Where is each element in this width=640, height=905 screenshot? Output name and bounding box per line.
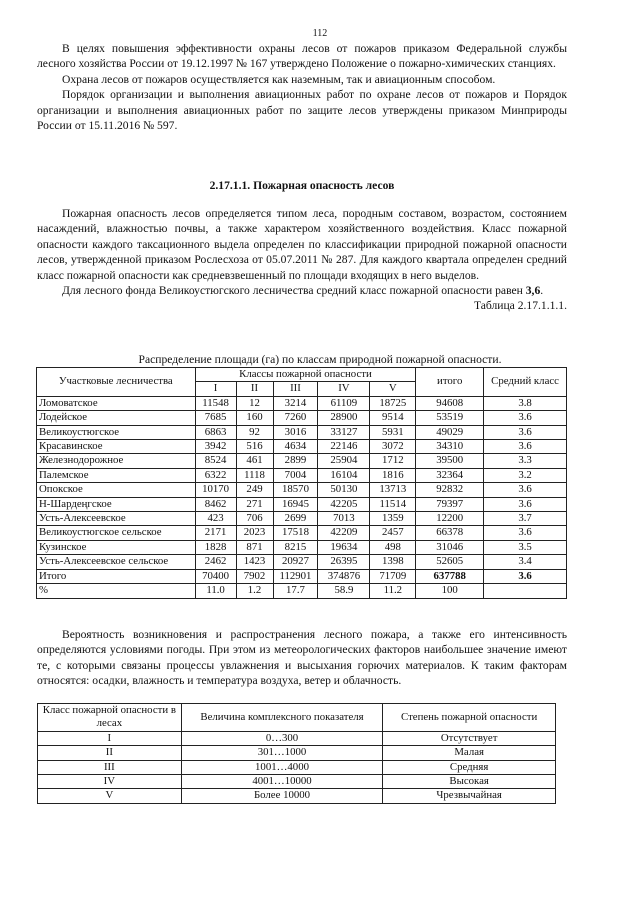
class-area: 25904 [318, 454, 370, 468]
row-avg-class: 3.6 [484, 526, 567, 540]
class-area: 10170 [195, 483, 236, 497]
district-name: Лодейское [37, 411, 196, 425]
class-area: 13713 [370, 483, 416, 497]
avg-value: 3,6 [525, 284, 541, 298]
class-area: 1359 [370, 512, 416, 526]
row-total: 100 [416, 584, 484, 598]
district-name: Великоустюгское [37, 425, 196, 439]
class-area: 423 [195, 512, 236, 526]
row-avg-class: 3.7 [484, 512, 567, 526]
class-area: 19634 [318, 540, 370, 554]
cell-index: 0…300 [181, 731, 383, 745]
class-area: 498 [370, 540, 416, 554]
class-area: 18570 [273, 483, 318, 497]
row-avg-class: 3.6 [484, 425, 567, 439]
class-area: 1712 [370, 454, 416, 468]
class-area: 871 [236, 540, 273, 554]
header-class: Класс пожарной опасности в лесах [38, 704, 182, 732]
row-total: 79397 [416, 497, 484, 511]
class-area: 3214 [273, 396, 318, 410]
class-area: 5931 [370, 425, 416, 439]
table-row [37, 497, 567, 511]
table-row [37, 468, 567, 482]
class-area: 7013 [318, 512, 370, 526]
class-area: 61109 [318, 396, 370, 410]
class-area: 11548 [195, 396, 236, 410]
header-classes: Классы пожарной опасности [195, 368, 416, 382]
district-name: Палемское [37, 468, 196, 482]
class-area: 2023 [236, 526, 273, 540]
row-avg-class: 3.6 [484, 497, 567, 511]
class-area: 26395 [318, 555, 370, 569]
class-area: 17518 [273, 526, 318, 540]
table-percent-row [37, 584, 567, 598]
class-area: 7902 [236, 569, 273, 583]
district-name: % [37, 584, 196, 598]
row-total: 53519 [416, 411, 484, 425]
class-area: 8524 [195, 454, 236, 468]
class-area: 58.9 [318, 584, 370, 598]
table-row [37, 425, 567, 439]
row-total: 66378 [416, 526, 484, 540]
header-class: II [236, 382, 273, 396]
class-area: 1.2 [236, 584, 273, 598]
cell-index: 4001…10000 [181, 775, 383, 789]
paragraph: Пожарная опасность лесов определяется типом леса, породным составом, возрастом, состоянием насаждений, влажностью почвы, а также характером хозяйственного воздействия. Класс пожарной опасности каждого таксационного выдела определен по классификации природной пожарной опасности лесов, утвержденной приказом Рослесхоза от 05.07.2011 № 287. Для каждого квартала определен средний класс пожарной опасности как средневзвешенный по площади входящих в него выделов. [37, 207, 567, 282]
class-area: 2462 [195, 555, 236, 569]
row-total: 31046 [416, 540, 484, 554]
table-row [37, 411, 567, 425]
paragraph: Порядок организации и выполнения авиационных работ по охране лесов от пожаров и Порядок организации и выполнения авиационных работ по защите лесов утверждены приказом Минприроды России от 15.11.2016 № 597. [37, 88, 567, 133]
row-avg-class: 3.8 [484, 396, 567, 410]
district-name: Красавинское [37, 440, 196, 454]
table-row [37, 526, 567, 540]
cell-class: II [38, 746, 182, 760]
class-area: 42205 [318, 497, 370, 511]
table-row [38, 731, 556, 745]
row-avg-class: 3.2 [484, 468, 567, 482]
class-area: 6322 [195, 468, 236, 482]
table-row [37, 440, 567, 454]
district-name: Кузинское [37, 540, 196, 554]
class-area: 2171 [195, 526, 236, 540]
row-avg-class: 3.6 [484, 411, 567, 425]
cell-degree: Высокая [383, 775, 556, 789]
cell-degree: Средняя [383, 760, 556, 774]
weather-text [37, 627, 567, 689]
row-total: 32364 [416, 468, 484, 482]
row-avg-class: 3.6 [484, 569, 567, 583]
table-row [37, 483, 567, 497]
class-area: 7004 [273, 468, 318, 482]
intro-text [37, 41, 567, 133]
row-total: 637788 [416, 569, 484, 583]
header-class: V [370, 382, 416, 396]
cell-degree: Малая [383, 746, 556, 760]
table-row [37, 396, 567, 410]
class-area: 28900 [318, 411, 370, 425]
class-area: 22146 [318, 440, 370, 454]
avg-paragraph: Для лесного фонда Великоустюгского лесничества средний класс пожарной опасности равен 3,6. [62, 284, 544, 298]
paragraph: Вероятность возникновения и распространения лесного пожара, а также его интенсивность определяются условиями погоды. При этом из метеорологических факторов наибольшее значение имеют те, с которыми связаны процессы увлажнения и высыхания горючих материалов. К таким факторам относятся: осадки, влажность и температура воздуха, ветер и облачность. [37, 628, 567, 688]
class-area: 33127 [318, 425, 370, 439]
class-area: 1816 [370, 468, 416, 482]
cell-index: 1001…4000 [181, 760, 383, 774]
row-avg-class: 3.6 [484, 483, 567, 497]
class-area: 18725 [370, 396, 416, 410]
cell-class: V [38, 789, 182, 803]
class-area: 8462 [195, 497, 236, 511]
header-class: I [195, 382, 236, 396]
table-row [38, 746, 556, 760]
row-avg-class [484, 584, 567, 598]
cell-index: Более 10000 [181, 789, 383, 803]
table-total-row [37, 569, 567, 583]
row-total: 49029 [416, 425, 484, 439]
district-name: Н-Шардеңгское [37, 497, 196, 511]
district-name: Железнодорожное [37, 454, 196, 468]
table-row [37, 555, 567, 569]
row-total: 92832 [416, 483, 484, 497]
cell-class: IV [38, 775, 182, 789]
table-row [37, 454, 567, 468]
class-area: 71709 [370, 569, 416, 583]
table-row [38, 775, 556, 789]
class-area: 1423 [236, 555, 273, 569]
class-area: 160 [236, 411, 273, 425]
header-index: Величина комплексного показателя [181, 704, 383, 732]
district-name: Опокское [37, 483, 196, 497]
class-area: 112901 [273, 569, 318, 583]
row-total: 34310 [416, 440, 484, 454]
class-area: 20927 [273, 555, 318, 569]
class-area: 4634 [273, 440, 318, 454]
header-total: итого [416, 368, 484, 397]
class-area: 1118 [236, 468, 273, 482]
row-total: 12200 [416, 512, 484, 526]
class-area: 16945 [273, 497, 318, 511]
class-area: 3942 [195, 440, 236, 454]
row-avg-class: 3.3 [484, 454, 567, 468]
class-area: 706 [236, 512, 273, 526]
district-name: Усть-Алексеевское [37, 512, 196, 526]
district-name: Итого [37, 569, 196, 583]
header-class: IV [318, 382, 370, 396]
class-area: 17.7 [273, 584, 318, 598]
fire-class-table [36, 367, 567, 599]
cell-class: III [38, 760, 182, 774]
section-heading: 2.17.1.1. Пожарная опасность лесов [209, 179, 395, 192]
class-area: 2457 [370, 526, 416, 540]
table-row [37, 540, 567, 554]
class-area: 6863 [195, 425, 236, 439]
cell-index: 301…1000 [181, 746, 383, 760]
class-area: 3072 [370, 440, 416, 454]
row-avg-class: 3.6 [484, 440, 567, 454]
district-name: Ломоватское [37, 396, 196, 410]
cell-degree: Чрезвычайная [383, 789, 556, 803]
header-avg: Средний класс [484, 368, 567, 397]
paragraph: В целях повышения эффективности охраны лесов от пожаров приказом Федеральной службы лесного хозяйства России от 19.12.1997 № 167 утверждено Положение о пожарно-химических станциях. [37, 42, 567, 71]
class-area: 2699 [273, 512, 318, 526]
row-total: 94608 [416, 396, 484, 410]
class-area: 8215 [273, 540, 318, 554]
class-area: 271 [236, 497, 273, 511]
table-row [38, 760, 556, 774]
paragraph: Охрана лесов от пожаров осуществляется как наземным, так и авиационным способом. [62, 72, 496, 86]
class-area: 516 [236, 440, 273, 454]
table-number: Таблица 2.17.1.1.1. [473, 299, 567, 313]
cell-class: I [38, 731, 182, 745]
district-name: Усть-Алексеевское сельское [37, 555, 196, 569]
class-area: 12 [236, 396, 273, 410]
class-area: 461 [236, 454, 273, 468]
class-area: 9514 [370, 411, 416, 425]
district-name: Великоустюгское сельское [37, 526, 196, 540]
fire-danger-scale-table [37, 703, 556, 804]
header-class: III [273, 382, 318, 396]
class-area: 374876 [318, 569, 370, 583]
class-area: 1828 [195, 540, 236, 554]
row-total: 39500 [416, 454, 484, 468]
table-caption: Распределение площади (га) по классам природной пожарной опасности. [138, 353, 502, 366]
class-area: 7685 [195, 411, 236, 425]
row-avg-class: 3.5 [484, 540, 567, 554]
class-area: 249 [236, 483, 273, 497]
table-row [37, 512, 567, 526]
class-area: 42209 [318, 526, 370, 540]
class-area: 50130 [318, 483, 370, 497]
header-degree: Степень пожарной опасности [383, 704, 556, 732]
class-area: 2899 [273, 454, 318, 468]
header-district: Участковые лесничества [37, 368, 196, 397]
class-area: 3016 [273, 425, 318, 439]
class-area: 92 [236, 425, 273, 439]
class-area: 70400 [195, 569, 236, 583]
class-area: 16104 [318, 468, 370, 482]
table-row [38, 789, 556, 803]
section-text [37, 206, 567, 314]
section [37, 178, 567, 193]
cell-degree: Отсутствует [383, 731, 556, 745]
row-avg-class: 3.4 [484, 555, 567, 569]
class-area: 1398 [370, 555, 416, 569]
class-area: 7260 [273, 411, 318, 425]
row-total: 52605 [416, 555, 484, 569]
class-area: 11.0 [195, 584, 236, 598]
class-area: 11.2 [370, 584, 416, 598]
class-area: 11514 [370, 497, 416, 511]
page-number: 112 [312, 28, 328, 39]
